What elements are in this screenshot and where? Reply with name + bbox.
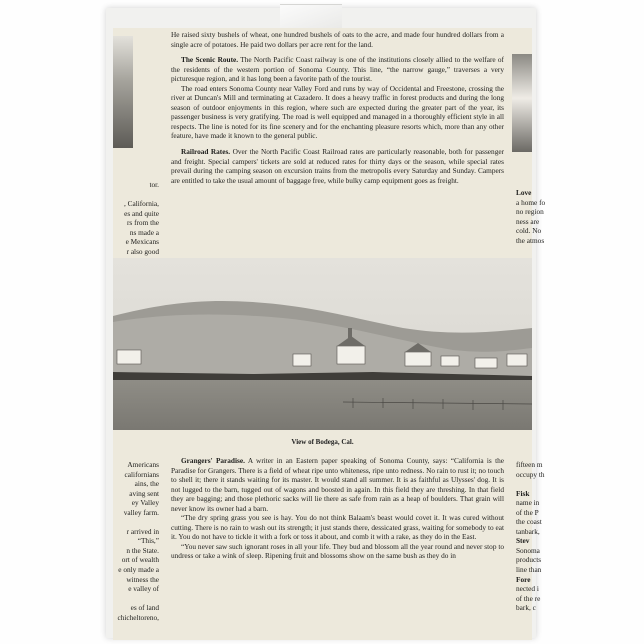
- scenic-route-paragraph-2: The road enters Sonoma County near Valley Ford and runs by way of Occidental and Freestone, crossing the river at Duncan's Mill and terminating at Cazadero. It does a heavy traffic in forest products and during the long season of outdoor enjoyments in this region, where such are expected during the greater part of the year, its passenger business is very gratifying. The road is well equipped and managed in a thoroughly efficient style in all respects. The line is noted for its fine scenery and for the enchanting pleasure resorts which, more than any other feature, have made it known to the general public.: [171, 83, 504, 141]
- edge-line: ey Valley: [131, 498, 159, 508]
- photo-caption: View of Bodega, Cal.: [291, 438, 354, 446]
- edge-line: ns made a: [129, 227, 159, 237]
- main-column-top: [171, 30, 504, 185]
- edge-line: , California,: [123, 199, 159, 209]
- edge-line: [113, 594, 159, 604]
- edge-line: [516, 479, 556, 489]
- grangers-paradise-paragraph-2: “The dry spring grass you see is hay. You do not think Balaam's beast would covet it. It was cured without cutting. There is no rain to wash out its strength; it just stands there, dessicated grass, waiting for somebody to eat it. You do not have to tickle it with a fork or toss it about, and comb it with a rake, as they do in the East.: [171, 513, 504, 542]
- edge-line: [113, 190, 159, 200]
- grangers-paradise-paragraph-3: “You never saw such ignorant roses in all your life. They bud and blossom all the year round and never stop to undress or take a wink of sleep. Ripening fruit and blossoms show on the same bush as they do in: [171, 541, 504, 561]
- edge-line: of the P: [516, 507, 539, 517]
- grangers-paradise-paragraph: [171, 456, 504, 513]
- edge-line: Sonoma: [516, 545, 540, 555]
- edge-line: Stev: [516, 536, 530, 546]
- edge-line: chicheltoreno,: [117, 612, 159, 622]
- railroad-rates-paragraph: [171, 147, 504, 185]
- right-edge-text-top: [516, 188, 556, 245]
- edge-line: ness are: [516, 216, 540, 226]
- edge-line: the atmos: [516, 235, 545, 245]
- grangers-paradise-body: A writer in an Eastern paper speaking of Sonoma County, says: “California is the Paradise for Grangers. There is a field of wheat ripe unto whiteness, ripe unto redness. No rain to rust it; no touch to shell it; there it stands waiting for its master. It would stand all summer. It is as faithful as Ulysses' dog. It is not lugged to the barn, tugged out of wagons and boosted in again. In this field they are threshing. In that field they are bagging; and those plethoric sacks will lie there as safe from rain as a heap of boulders. That grain will never know its owner had a barn.: [171, 456, 505, 513]
- edge-line: bark, c: [516, 603, 536, 613]
- scenic-route-heading: The Scenic Route.: [181, 55, 239, 65]
- scenic-route-body: The North Pacific Coast railway is one of the institutions closely allied to the welfare of the residents of the western portion of Sonoma County. This line, “the narrow gauge,” traverses a very picturesque region, and it has long been a favorite path of the tourist.: [171, 55, 504, 84]
- left-portrait-photo: [113, 36, 133, 148]
- edge-line: occupy th: [516, 469, 545, 479]
- right-portrait-photo: [512, 54, 532, 152]
- right-edge-text-bottom: [516, 460, 556, 613]
- edge-line: a home fo: [516, 197, 546, 207]
- edge-line: tor.: [149, 180, 159, 189]
- intro-paragraph: He raised sixty bushels of wheat, one hundred bushels of oats to the acre, and made four hundred dollars from a single acre of potatoes. He paid two dollars per acre rent for the land.: [171, 30, 504, 49]
- edge-line: no region: [516, 207, 544, 217]
- document-page: [113, 28, 546, 640]
- edge-line: witness the: [126, 574, 159, 584]
- edge-line: rs from the: [126, 218, 159, 228]
- edge-line: r also good: [126, 246, 159, 256]
- edge-line: name in: [516, 498, 540, 508]
- edge-line: line than: [516, 565, 542, 575]
- edge-line: cold. No: [516, 226, 542, 236]
- edge-line: [113, 517, 159, 527]
- edge-line: Love: [516, 188, 532, 197]
- edge-line: e only made a: [118, 565, 159, 575]
- edge-line: Fisk: [516, 488, 530, 498]
- edge-line: nected i: [516, 584, 539, 594]
- edge-line: es and quite: [124, 208, 159, 218]
- edge-line: ains, the: [134, 479, 159, 489]
- left-edge-text-bottom: [113, 460, 159, 622]
- bodega-landscape-illustration: [113, 258, 532, 430]
- railroad-rates-heading: Railroad Rates.: [181, 147, 231, 157]
- edge-line: es of land: [130, 603, 159, 613]
- edge-line: aving sent: [129, 488, 159, 498]
- edge-line: californians: [124, 469, 159, 479]
- bodega-landscape-photo: [113, 258, 532, 430]
- grangers-paradise-heading: Grangers' Paradise.: [181, 456, 245, 465]
- edge-line: fifteen m: [516, 460, 543, 469]
- edge-line: “This,”: [137, 536, 159, 546]
- edge-line: n the State.: [126, 545, 159, 555]
- edge-line: products: [516, 555, 542, 565]
- edge-line: e valley of: [128, 584, 159, 594]
- edge-line: Americans: [127, 460, 159, 469]
- main-column-bottom: [171, 456, 504, 561]
- edge-line: ort of wealth: [121, 555, 159, 565]
- edge-line: of the re: [516, 593, 541, 603]
- railroad-rates-body: Over the North Pacific Coast Railroad rates are particularly reasonable, both for passenger and freight. Special campers' tickets are sold at reduced rates for thirty days or the season, while special rates prevail during the camping season on excursion trains from the metropolis every Saturday and Sunday. Campers are entitled to take the usual amount of baggage free, while bulky camp equipment goes as freight.: [171, 147, 505, 185]
- edge-line: Fore: [516, 574, 531, 584]
- edge-line: the coast: [516, 517, 542, 527]
- edge-line: tanbark,: [516, 526, 540, 536]
- edge-line: valley farm.: [123, 507, 159, 517]
- scenic-route-paragraph: [171, 55, 504, 84]
- edge-line: e Mexicans: [125, 237, 159, 247]
- edge-line: r arrived in: [126, 526, 159, 536]
- left-edge-text-top: [113, 180, 159, 256]
